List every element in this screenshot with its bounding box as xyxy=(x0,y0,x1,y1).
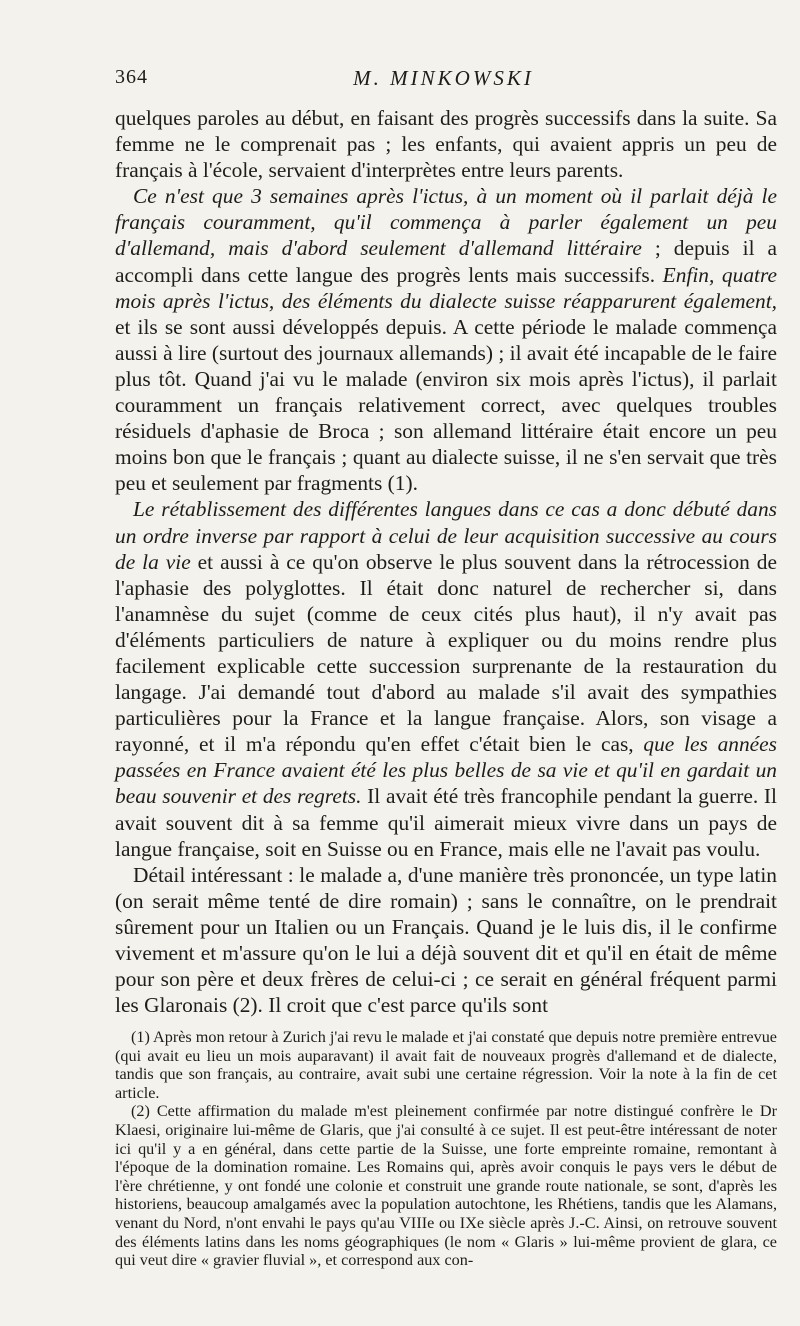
running-head: M. MINKOWSKI xyxy=(353,66,534,90)
paragraph-text: et ils se sont aussi développés depuis. A cette période le malade commença aussi à lire (surtout des journaux allemands) ; il avait été incapable de le faire plus tôt. Quand j'ai vu le malade (environ six mois après l'ictus), il parlait couramment un français relativement correct, avec quelques troubles résiduels d'aphasie de Broca ; son allemand littéraire était encore un peu moins bon que le français ; quant au dialecte suisse, il ne s'en servait que très peu et seulement par fragments (1). xyxy=(115,314,777,496)
page-header xyxy=(115,66,772,94)
body-text xyxy=(115,105,777,1018)
footnote-1: (1) Après mon retour à Zurich j'ai revu le malade et j'ai constaté que depuis notre première entrevue (qui avait eu lieu un mois auparavant) il avait fait de nouveaux progrès d'allemand et de dialecte, tandis que son français, au contraire, avait subi une certaine régression. Voir la note à la fin de cet article. xyxy=(115,1028,777,1102)
paragraph-1 xyxy=(115,105,777,183)
page-number: 364 xyxy=(115,66,148,88)
paragraph-4 xyxy=(115,862,777,1019)
footnotes xyxy=(115,1028,777,1270)
italic-passage: Ce n'est que 3 semaines après l'ictus, à un moment où il parlait déjà le français couramment, qu'il commença à parler également un peu d'allemand, mais d'abord seulement d'allemand littéraire xyxy=(115,184,777,261)
italic-passage: Enfin, quatre mois après l'ictus, des éléments du dialecte suisse réapparurent également, xyxy=(115,262,777,313)
paragraph-text: ; depuis il a accompli dans cette langue des progrès lents mais successifs. xyxy=(115,236,778,287)
paragraph-text: quelques paroles au début, en faisant des progrès successifs dans la suite. Sa femme ne le comprenait pas ; les enfants, qui avaient appris un peu de français à l'école, servaient d'interprètes entre leurs parents. xyxy=(115,106,777,183)
paragraph-text: Détail intéressant : le malade a, d'une manière très prononcée, un type latin (on serait même tenté de dire romain) ; sans le connaître, on le prendrait sûrement pour un Italien ou un Français. Quand je le luis dis, il le confirme vivement et m'assure qu'on le lui a déjà souvent dit et qu'il en était de même pour son père et deux frères de celui-ci ; ce serait en général fréquent parmi les Glaronais (2). Il croit que c'est parce qu'ils sont xyxy=(115,862,777,1018)
paragraph-text: et aussi à ce qu'on observe le plus souvent dans la rétrocession de l'aphasie des polyglottes. Il était donc naturel de rechercher si, dans l'anamnèse du sujet (comme de ceux cités plus haut), il n'y avait pas d'éléments particuliers de nature à expliquer ou du moins rendre plus facilement explicable cette succession surprenante de la restauration du langage. J'ai demandé tout d'abord au malade s'il avait des sympathies particulières pour la France et la langue française. Alors, son visage a rayonné, et il m'a répondu qu'en effet c'était bien le cas, xyxy=(115,549,777,757)
italic-passage: que les années passées en France avaient été les plus belles de sa vie et qu'il en gardait un beau souvenir et des regrets. xyxy=(115,732,777,809)
italic-passage: Le rétablissement des différentes langues dans ce cas a donc débuté dans un ordre inverse par rapport à celui de leur acquisition successive au cours de la vie xyxy=(115,497,777,574)
footnote-2: (2) Cette affirmation du malade m'est pleinement confirmée par notre distingué confrère le Dr Klaesi, originaire lui-même de Glaris, que j'ai consulté à ce sujet. Il est peut-être intéressant de noter ici qu'il y a en général, dans cette partie de la Suisse, une forte empreinte romaine, remontant à l'époque de la domination romaine. Les Romains qui, après avoir conquis le pays vers le début de l'ère chrétienne, y ont fondé une colonie et construit une grande route nationale, se sont, d'après les historiens, beaucoup amalgamés avec la population autochtone, les Rhétiens, tandis que les Alamans, venant du Nord, n'ont envahi le pays qu'au VIIIe ou IXe siècle après J.-C. Ainsi, on retrouve souvent des éléments latins dans les noms géographiques (le nom « Glaris » lui-même provient de glara, ce qui veut dire « gravier fluvial », et correspond aux con- xyxy=(115,1102,777,1270)
paragraph-3 xyxy=(115,496,777,861)
paragraph-text: Il avait été très francophile pendant la guerre. Il avait souvent dit à sa femme qu'il aimerait mieux vivre dans un pays de langue française, soit en Suisse ou en France, mais elle ne l'avait pas voulu. xyxy=(115,784,777,861)
paragraph-2 xyxy=(115,183,777,496)
